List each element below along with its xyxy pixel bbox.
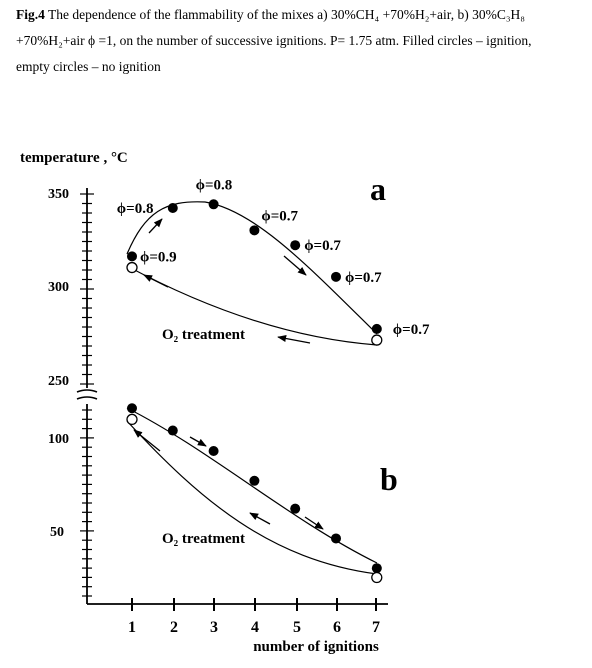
axis-ticks <box>80 194 376 611</box>
phi-label-a-7: ϕ=0.7 <box>392 321 430 338</box>
x-tick-1: 1 <box>128 619 136 636</box>
ignition-point-a-6 <box>331 272 341 282</box>
caption-line-3: empty circles – no ignition <box>16 59 161 74</box>
annotation-o2-treatment-b: O₂ treatment <box>162 531 245 547</box>
phi-label-a-1: ϕ=0.9 <box>140 249 177 266</box>
curve-a-ignition <box>127 202 377 334</box>
arrow-b-3 <box>134 430 160 451</box>
ignition-point-b-2 <box>168 426 178 436</box>
y-tick-50: 50 <box>50 525 64 540</box>
x-tick-4: 4 <box>251 619 259 636</box>
phi-label-a-2: ϕ=0.8 <box>116 201 154 218</box>
arrow-a-2 <box>284 256 306 275</box>
curve-b-return <box>127 421 377 574</box>
no-ignition-point-a-1 <box>127 263 137 273</box>
annotation-o2-treatment-a: O₂ treatment <box>162 327 245 343</box>
caption-fig-label: Fig.4 <box>16 7 45 22</box>
phi-label-a-5: ϕ=0.7 <box>304 238 341 255</box>
x-tick-6: 6 <box>333 619 341 636</box>
y-tick-350: 350 <box>48 187 69 202</box>
ignition-point-b-5 <box>290 504 300 514</box>
no-ignition-point-a-2 <box>372 335 382 345</box>
caption-line-2: +70%H₂+air ϕ =1, on the number of successive ignitions. P= 1.75 atm. Filled circles – ignition, <box>16 33 532 48</box>
phi-label-a-3: ϕ=0.8 <box>195 177 233 194</box>
y-tick-300: 300 <box>48 280 69 295</box>
x-axis-title: number of ignitions <box>253 639 379 655</box>
phi-label-a-6: ϕ=0.7 <box>345 269 382 286</box>
ignition-point-a-4 <box>249 225 259 235</box>
x-tick-5: 5 <box>293 619 301 636</box>
arrow-a-4 <box>144 275 168 287</box>
panel-label-b: b <box>380 461 398 497</box>
y-tick-250: 250 <box>48 374 69 389</box>
panel-label-a: a <box>370 171 386 207</box>
ignition-point-b-4 <box>249 476 259 486</box>
y-tick-100: 100 <box>48 432 69 447</box>
arrow-b-4 <box>250 513 270 524</box>
arrow-a-1 <box>149 219 162 233</box>
no-ignition-point-b-2 <box>372 573 382 583</box>
ignition-point-a-5 <box>290 240 300 250</box>
no-ignition-point-b-1 <box>127 414 137 424</box>
x-tick-3: 3 <box>210 619 218 636</box>
ignition-point-a-7 <box>372 324 382 334</box>
ignition-point-a-3 <box>209 199 219 209</box>
x-tick-2: 2 <box>170 619 178 636</box>
phi-label-a-4: ϕ=0.7 <box>261 208 299 225</box>
arrow-b-1 <box>190 437 206 446</box>
x-tick-7: 7 <box>372 619 380 636</box>
arrow-a-3 <box>278 337 310 343</box>
ignition-point-a-1 <box>127 251 137 261</box>
ignition-point-b-6 <box>331 533 341 543</box>
y-axis-title: temperature , °C <box>20 150 128 166</box>
ignition-point-a-2 <box>168 203 178 213</box>
ignition-point-b-7 <box>372 563 382 573</box>
ignition-point-b-3 <box>209 446 219 456</box>
caption-text-1: The dependence of the flammability of the mixes a) 30%CH₄ +70%H₂+air, b) 30%C₃H₈ <box>44 7 526 22</box>
ignition-point-b-1 <box>127 403 137 413</box>
axis-break-mark <box>77 390 97 399</box>
